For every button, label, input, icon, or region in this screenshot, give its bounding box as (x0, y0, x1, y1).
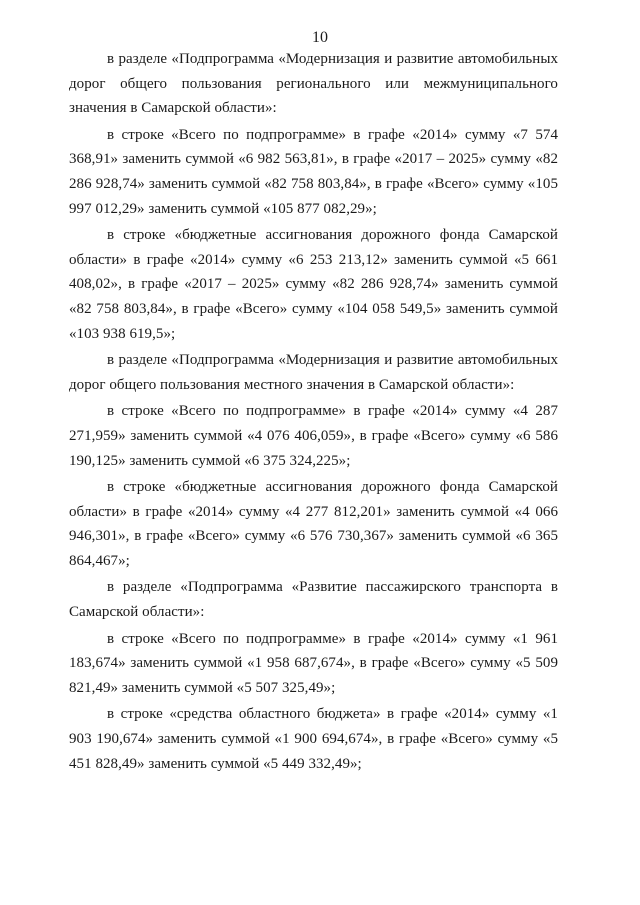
amendment-paragraph: в строке «Всего по подпрограмме» в графе «2014» сумму «7 574 368,91» заменить суммой «6 982 563,81», в графе «2017 – 2025» сумму «82 286 928,74» заменить суммой «82 758 803,84», в графе «Всего» сумму «105 997 012,29» заменить суммой «105 877 082,29»; (69, 126, 558, 217)
page-number: 10 (312, 29, 328, 46)
amendment-paragraph: в строке «бюджетные ассигнования дорожного фонда Самарской области» в графе «2014» сумму «6 253 213,12» заменить суммой «5 661 408,02», в графе «2017 – 2025» сумму «82 286 928,74» заменить суммой «82 758 803,84», в графе «Всего» сумму «104 058 549,5» заменить суммой «103 938 619,5»; (69, 227, 558, 342)
amendment-paragraph: в строке «Всего по подпрограмме» в графе «2014» сумму «1 961 183,674» заменить суммой «1 958 687,674», в графе «Всего» сумму «5 509 821,49» заменить суммой «5 507 325,49»; (69, 630, 558, 696)
amendment-paragraph: в строке «средства областного бюджета» в графе «2014» сумму «1 903 190,674» заменить суммой «1 900 694,674», в графе «Всего» сумму «5 451 828,49» заменить суммой «5 449 332,49»; (69, 706, 558, 772)
section-heading-local-roads: в разделе «Подпрограмма «Модернизация и развитие автомобильных дорог общего пользования местного значения в Самарской области»: (69, 352, 558, 393)
document-body (69, 47, 558, 776)
section-heading-passenger-transport: в разделе «Подпрограмма «Развитие пассажирского транспорта в Самарской области»: (69, 579, 558, 621)
amendment-paragraph: в строке «Всего по подпрограмме» в графе «2014» сумму «4 287 271,959» заменить суммой «4 076 406,059», в графе «Всего» сумму «6 586 190,125» заменить суммой «6 375 324,225»; (69, 403, 558, 469)
section-heading-regional-roads: в разделе «Подпрограмма «Модернизация и развитие автомобильных дорог общего пользования регионального или межмуниципального значения в Самарской области»: (69, 51, 558, 117)
amendment-paragraph: в строке «бюджетные ассигнования дорожного фонда Самарской области» в графе «2014» сумму «4 277 812,201» заменить суммой «4 066 946,301», в графе «Всего» сумму «6 576 730,367» заменить суммой «6 365 864,467»; (69, 479, 558, 569)
